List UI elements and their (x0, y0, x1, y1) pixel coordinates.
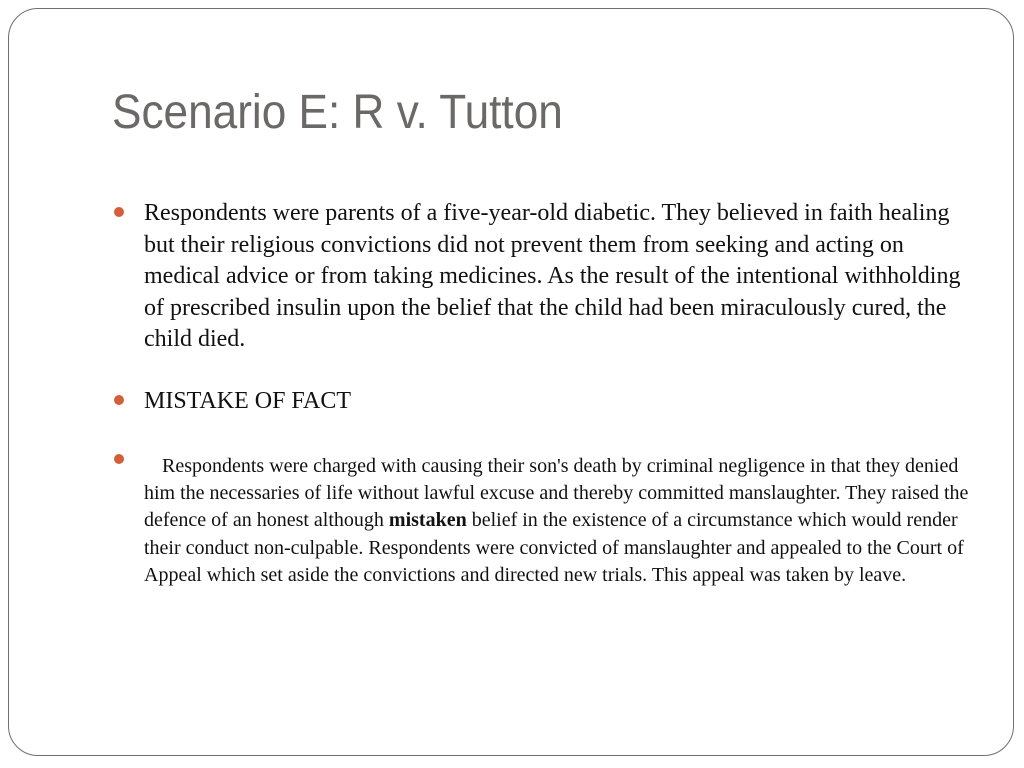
bullet-dot-icon (114, 395, 124, 405)
bullet-text-part-2: belief in the existence of a circumstance which would render their conduct non-culpable. Respondents were convicted of manslaughter and appealed to the Court of Appeal which set aside the convictions and directed new trials. This appeal was taken by leave. (144, 509, 964, 587)
bullet-list (112, 198, 972, 590)
bullet-text: MISTAKE OF FACT (144, 387, 351, 414)
slide-title: Scenario E: R v. Tutton (112, 86, 563, 139)
bullet-text-part-1: Respondents were charged with causing their son's death by criminal negligence in that they denied him the necessaries of life without lawful excuse and thereby committed manslaughter. They raised the defence of an honest although (144, 454, 969, 532)
bullet-item-procedural-history (112, 453, 972, 590)
bullet-dot-icon (114, 454, 124, 464)
bold-term: mistaken (388, 509, 467, 532)
bullet-item-facts (112, 198, 972, 356)
bullet-dot-icon (114, 207, 124, 217)
bullet-text: Respondents were parents of a five-year-old diabetic. They believed in faith healing but their religious convictions did not prevent them from seeking and acting on medical advice or from taking medicines. As the result of the intentional withholding of prescribed insulin upon the belief that the child had been miraculously cured, the child died. (144, 200, 961, 352)
bullet-item-mistake-of-fact (112, 386, 972, 417)
